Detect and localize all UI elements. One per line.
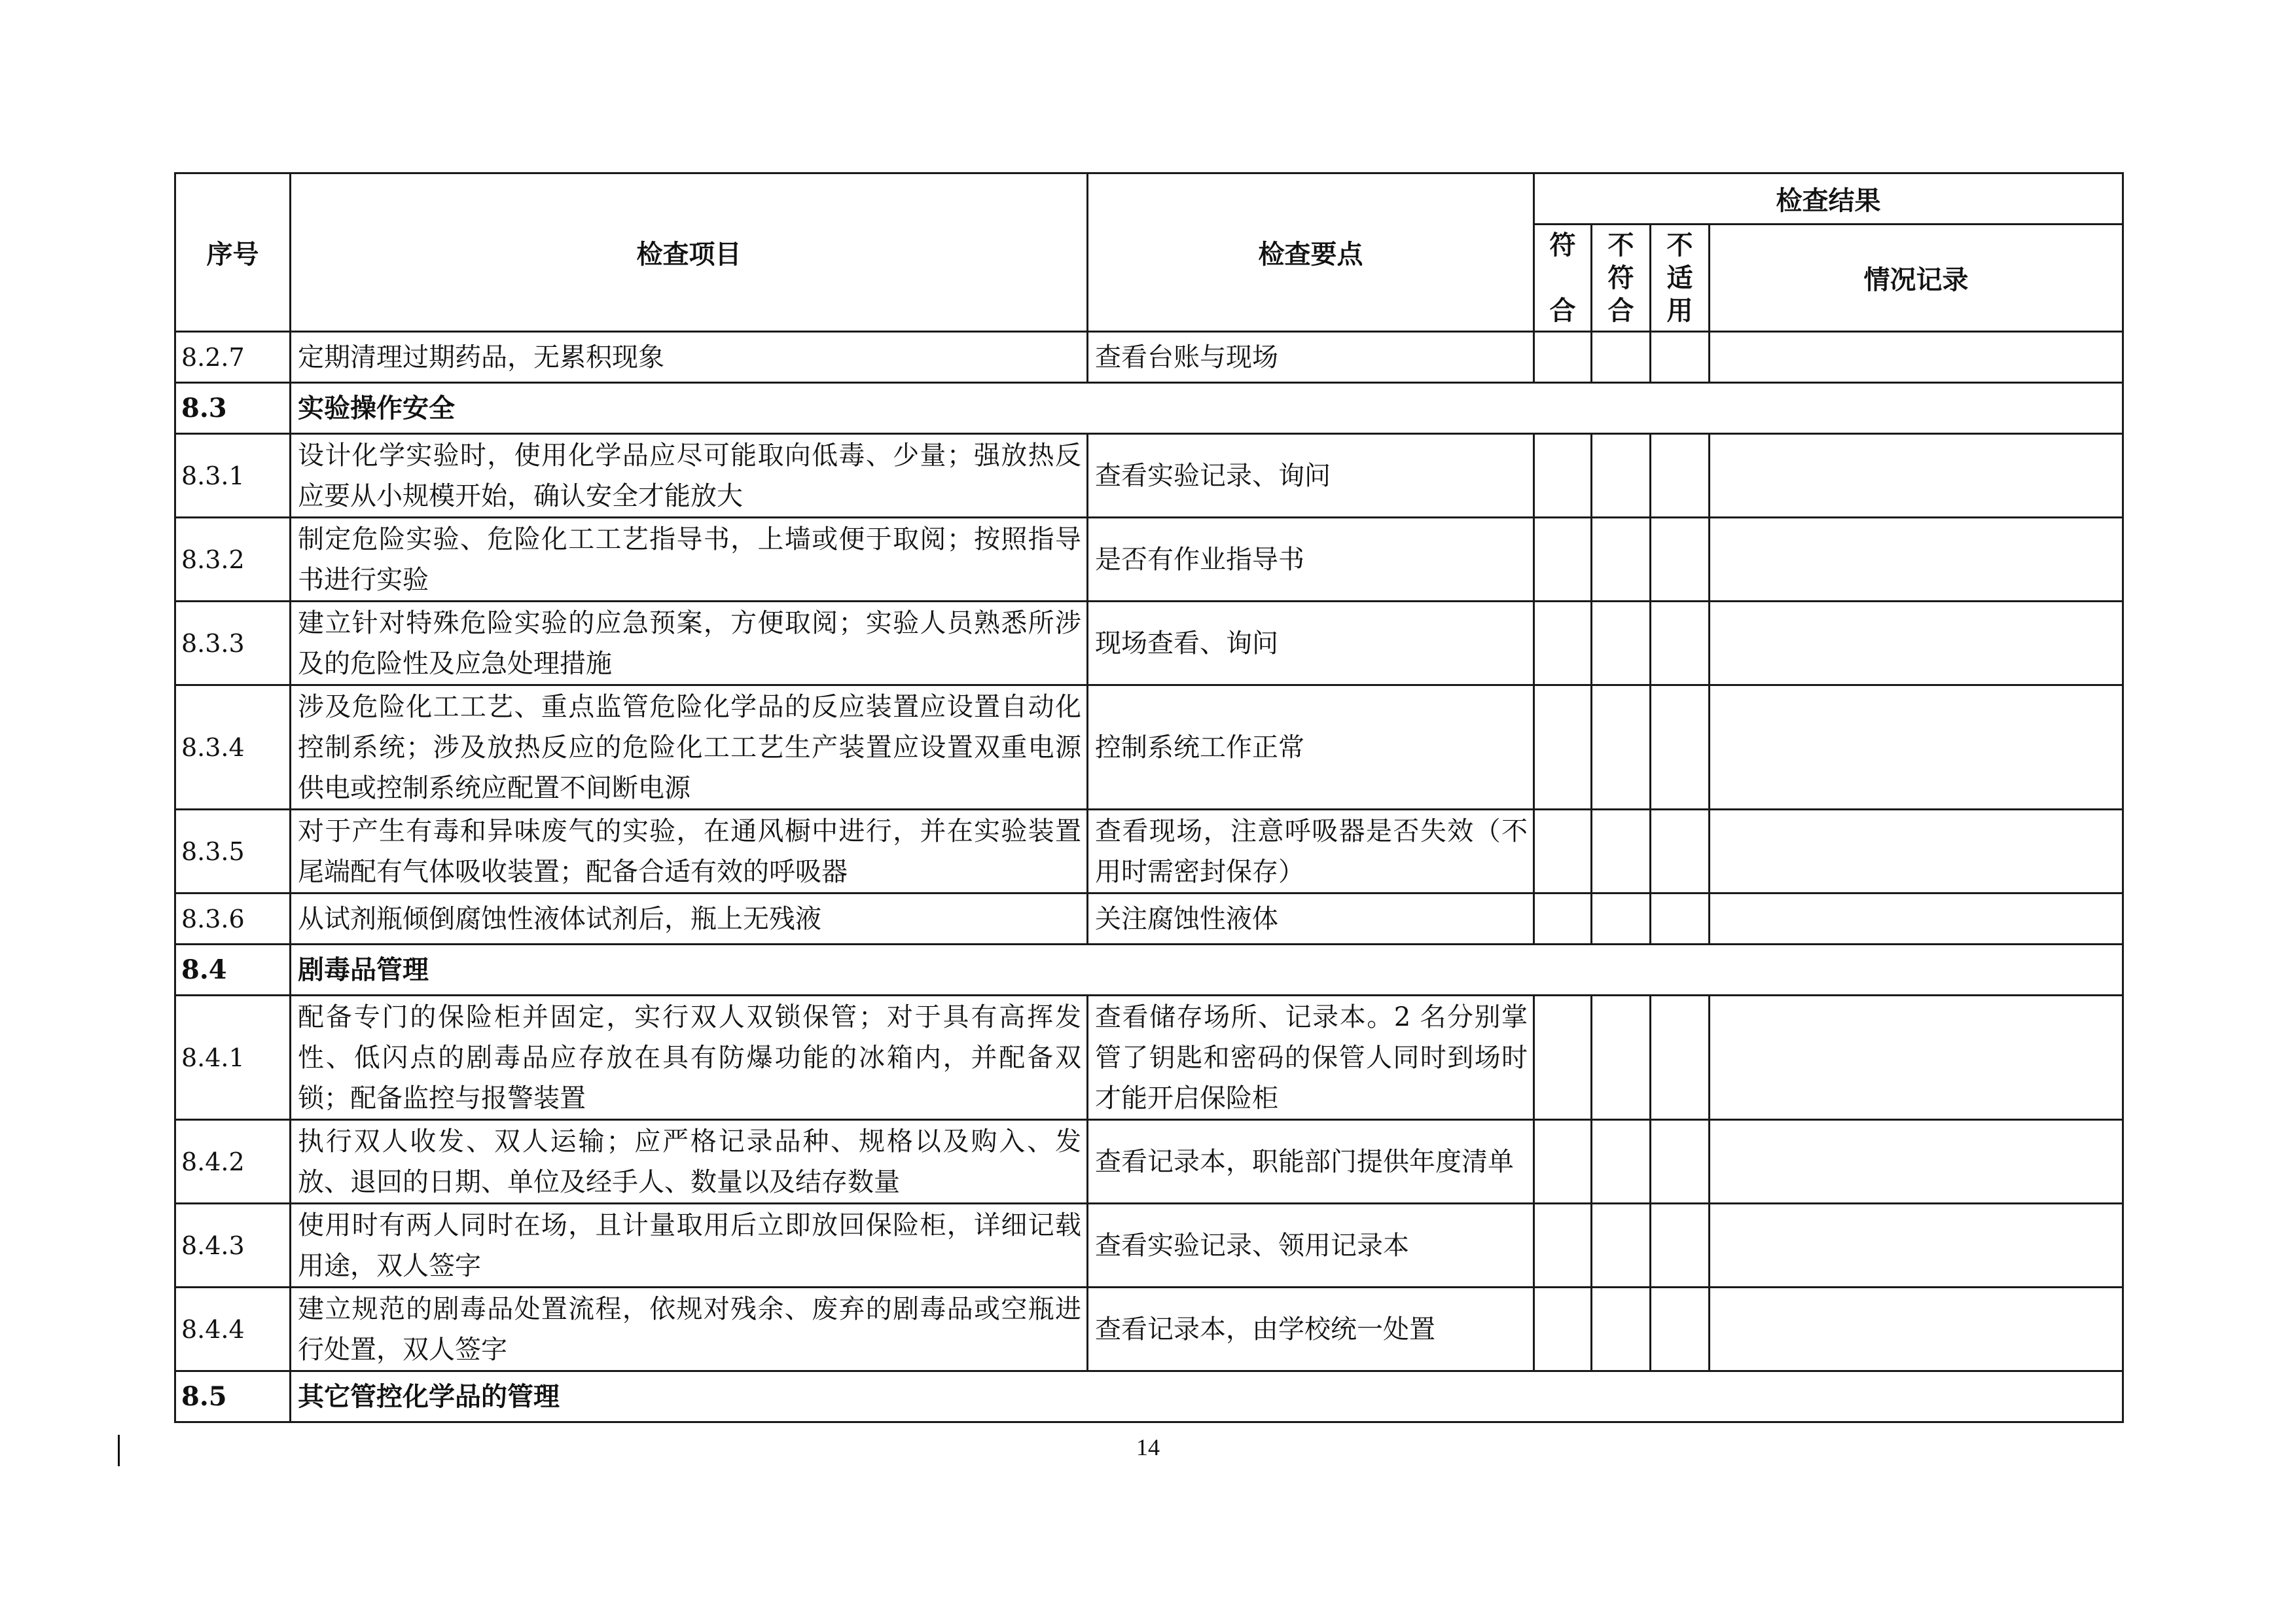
row-item: 涉及危险化工工艺、重点监管危险化学品的反应装置应设置自动化控制系统；涉及放热反应的危险化工工艺生产装置应设置双重电源供电或控制系统应配置不间断电源 — [291, 685, 1088, 810]
row-item: 定期清理过期药品，无累积现象 — [291, 332, 1088, 383]
record-cell[interactable] — [1710, 602, 2123, 685]
table-row — [175, 1288, 2123, 1371]
na-cell[interactable] — [1651, 434, 1710, 518]
conform-cell[interactable] — [1534, 434, 1592, 518]
header-nonconform — [1592, 225, 1651, 332]
header-nonconform-char-3: 合 — [1607, 295, 1634, 326]
section-row — [175, 383, 2123, 434]
row-id: 8.3.3 — [175, 602, 291, 685]
table-row — [175, 434, 2123, 518]
record-cell[interactable] — [1710, 434, 2123, 518]
row-point: 查看记录本，职能部门提供年度清单 — [1088, 1120, 1534, 1204]
header-na-char-3: 用 — [1666, 295, 1693, 326]
conform-cell[interactable] — [1534, 1120, 1592, 1204]
conform-cell[interactable] — [1534, 1288, 1592, 1371]
na-cell[interactable] — [1651, 685, 1710, 810]
table-row — [175, 996, 2123, 1120]
row-point: 现场查看、询问 — [1088, 602, 1534, 685]
header-seq: 序号 — [175, 173, 291, 332]
conform-cell[interactable] — [1534, 1204, 1592, 1288]
nonconform-cell[interactable] — [1592, 602, 1651, 685]
na-cell[interactable] — [1651, 996, 1710, 1120]
record-cell[interactable] — [1710, 1120, 2123, 1204]
row-point: 查看实验记录、询问 — [1088, 434, 1534, 518]
header-conform-char-1: 符 — [1549, 230, 1576, 261]
section-id: 8.3 — [175, 383, 291, 434]
row-id: 8.3.5 — [175, 810, 291, 893]
row-id: 8.4.2 — [175, 1120, 291, 1204]
na-cell[interactable] — [1651, 1120, 1710, 1204]
row-item: 建立规范的剧毒品处置流程，依规对残余、废弃的剧毒品或空瓶进行处置，双人签字 — [291, 1288, 1088, 1371]
table-row — [175, 1120, 2123, 1204]
header-nonconform-char-2: 符 — [1607, 262, 1634, 293]
conform-cell[interactable] — [1534, 996, 1592, 1120]
nonconform-cell[interactable] — [1592, 434, 1651, 518]
section-id: 8.5 — [175, 1371, 291, 1422]
table-row — [175, 518, 2123, 602]
row-item: 设计化学实验时，使用化学品应尽可能取向低毒、少量；强放热反应要从小规模开始，确认安全才能放大 — [291, 434, 1088, 518]
row-item: 对于产生有毒和异味废气的实验，在通风橱中进行，并在实验装置尾端配有气体吸收装置；配备合适有效的呼吸器 — [291, 810, 1088, 893]
header-nonconform-char-1: 不 — [1607, 230, 1634, 261]
record-cell[interactable] — [1710, 1204, 2123, 1288]
header-na — [1651, 225, 1710, 332]
row-id: 8.3.2 — [175, 518, 291, 602]
table-row — [175, 1204, 2123, 1288]
table-row — [175, 685, 2123, 810]
conform-cell[interactable] — [1534, 810, 1592, 893]
section-title: 其它管控化学品的管理 — [291, 1371, 2123, 1422]
row-point: 关注腐蚀性液体 — [1088, 893, 1534, 945]
row-item: 配备专门的保险柜并固定，实行双人双锁保管；对于具有高挥发性、低闪点的剧毒品应存放在具有防爆功能的冰箱内，并配备双锁；配备监控与报警装置 — [291, 996, 1088, 1120]
header-point: 检查要点 — [1088, 173, 1534, 332]
table-row — [175, 332, 2123, 383]
record-cell[interactable] — [1710, 518, 2123, 602]
nonconform-cell[interactable] — [1592, 1204, 1651, 1288]
na-cell[interactable] — [1651, 810, 1710, 893]
row-item: 制定危险实验、危险化工工艺指导书，上墙或便于取阅；按照指导书进行实验 — [291, 518, 1088, 602]
record-cell[interactable] — [1710, 810, 2123, 893]
header-na-char-1: 不 — [1666, 230, 1693, 261]
record-cell[interactable] — [1710, 893, 2123, 945]
row-id: 8.4.1 — [175, 996, 291, 1120]
nonconform-cell[interactable] — [1592, 810, 1651, 893]
row-item: 建立针对特殊危险实验的应急预案，方便取阅；实验人员熟悉所涉及的危险性及应急处理措施 — [291, 602, 1088, 685]
record-cell[interactable] — [1710, 1288, 2123, 1371]
row-id: 8.4.3 — [175, 1204, 291, 1288]
nonconform-cell[interactable] — [1592, 518, 1651, 602]
nonconform-cell[interactable] — [1592, 893, 1651, 945]
row-point: 控制系统工作正常 — [1088, 685, 1534, 810]
table-row — [175, 602, 2123, 685]
section-title: 实验操作安全 — [291, 383, 2123, 434]
header-conform — [1534, 225, 1592, 332]
section-row — [175, 945, 2123, 996]
record-cell[interactable] — [1710, 996, 2123, 1120]
nonconform-cell[interactable] — [1592, 1120, 1651, 1204]
conform-cell[interactable] — [1534, 332, 1592, 383]
row-point: 查看储存场所、记录本。2 名分别掌管了钥匙和密码的保管人同时到场时才能开启保险柜 — [1088, 996, 1534, 1120]
row-point: 查看现场，注意呼吸器是否失效（不用时需密封保存） — [1088, 810, 1534, 893]
inspection-checklist-table — [174, 172, 2124, 1423]
na-cell[interactable] — [1651, 1288, 1710, 1371]
row-id: 8.4.4 — [175, 1288, 291, 1371]
section-id: 8.4 — [175, 945, 291, 996]
na-cell[interactable] — [1651, 1204, 1710, 1288]
conform-cell[interactable] — [1534, 685, 1592, 810]
table-row — [175, 893, 2123, 945]
conform-cell[interactable] — [1534, 518, 1592, 602]
na-cell[interactable] — [1651, 893, 1710, 945]
row-point: 是否有作业指导书 — [1088, 518, 1534, 602]
record-cell[interactable] — [1710, 685, 2123, 810]
row-id: 8.3.6 — [175, 893, 291, 945]
nonconform-cell[interactable] — [1592, 685, 1651, 810]
nonconform-cell[interactable] — [1592, 1288, 1651, 1371]
page-number: 14 — [1136, 1434, 1160, 1460]
header-conform-char-2: 合 — [1549, 295, 1576, 326]
row-point: 查看实验记录、领用记录本 — [1088, 1204, 1534, 1288]
table-row — [175, 810, 2123, 893]
row-item: 使用时有两人同时在场，且计量取用后立即放回保险柜，详细记载用途，双人签字 — [291, 1204, 1088, 1288]
record-cell[interactable] — [1710, 332, 2123, 383]
nonconform-cell[interactable] — [1592, 332, 1651, 383]
na-cell[interactable] — [1651, 332, 1710, 383]
header-na-char-2: 适 — [1666, 262, 1693, 293]
header-item: 检查项目 — [291, 173, 1088, 332]
section-title: 剧毒品管理 — [291, 945, 2123, 996]
row-id: 8.3.1 — [175, 434, 291, 518]
na-cell[interactable] — [1651, 518, 1710, 602]
na-cell[interactable] — [1651, 602, 1710, 685]
row-item: 从试剂瓶倾倒腐蚀性液体试剂后，瓶上无残液 — [291, 893, 1088, 945]
row-item: 执行双人收发、双人运输；应严格记录品种、规格以及购入、发放、退回的日期、单位及经手人、数量以及结存数量 — [291, 1120, 1088, 1204]
row-id: 8.3.4 — [175, 685, 291, 810]
conform-cell[interactable] — [1534, 893, 1592, 945]
row-point: 查看记录本，由学校统一处置 — [1088, 1288, 1534, 1371]
nonconform-cell[interactable] — [1592, 996, 1651, 1120]
header-result: 检查结果 — [1534, 173, 2123, 225]
section-row — [175, 1371, 2123, 1422]
header-record: 情况记录 — [1710, 225, 2123, 332]
header-row-top — [175, 173, 2123, 225]
row-point: 查看台账与现场 — [1088, 332, 1534, 383]
row-id: 8.2.7 — [175, 332, 291, 383]
conform-cell[interactable] — [1534, 602, 1592, 685]
